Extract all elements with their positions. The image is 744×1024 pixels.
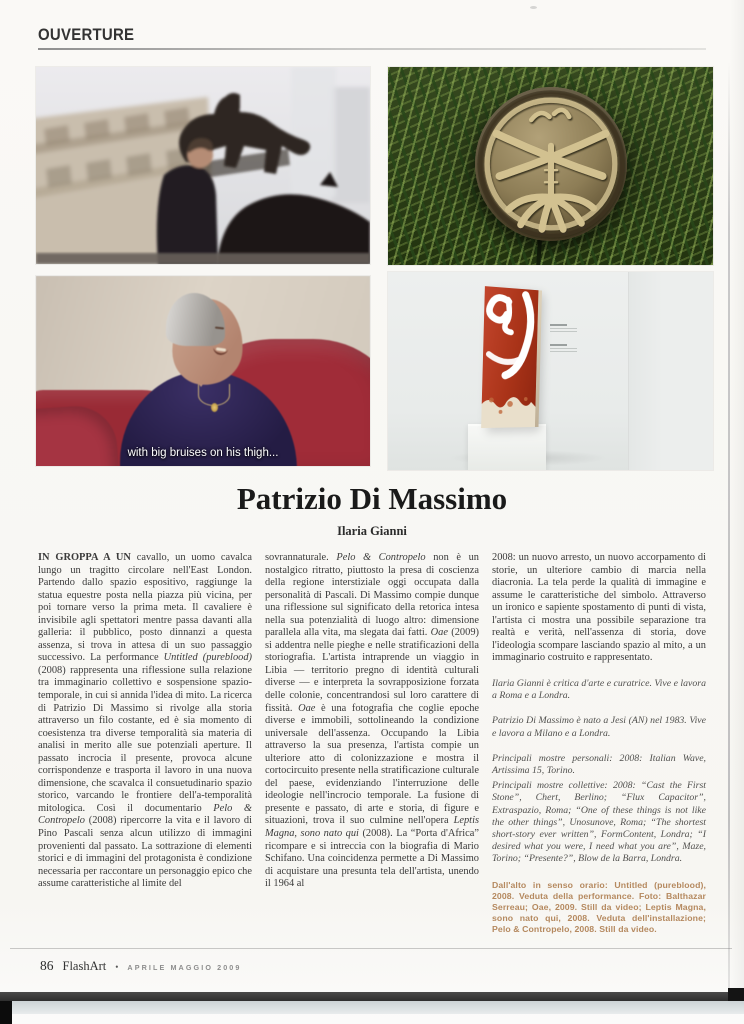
author-bio: Ilaria Gianni è critica d'arte e curatrice. Vive e lavora a Roma e a Londra. — [492, 677, 706, 702]
body-paragraph: 2008: un nuovo arresto, un nuovo accorpamento di storie, un ulteriore cambio di marcia nella diacronia. La tela perde la qualità di immagine e assume le caratteristiche del simbolo. Attraverso un ironico e sapiente spostamento di punti di vista, l'artista ci mostra una possibile separazione tra realtà e verità, nell'assenza di storia, dove l'ideologia scompare lasciando spazio al mito, a un immaginario costruito e rappresentato. — [492, 552, 706, 664]
medallion-relief — [475, 87, 627, 241]
footer — [40, 958, 242, 974]
photo-pelo-contropelo — [36, 276, 370, 466]
wall-label — [550, 344, 577, 354]
group-shows: Principali mostre collettive: 2008: “Cast the First Stone”, Chert, Berlino; “Flux Capacitor”, Extraspazio, Roma; “One of these things is not like the other things”, Unosunove, Roma; “The shortest short-story ever written”, FormContent, Londra; “I desired what you were, I need what you are”, Maze, Torino; “Presente?”, Blow de la Barra, Londra. — [492, 780, 706, 865]
article-title: Patrizio Di Massimo — [236, 481, 508, 516]
body-paragraph: IN GROPPA A UN cavallo, un uomo cavalca lungo un tragitto circolare nell'East London. Partendo dallo spazio espositivo, raggiunge la statua equestre posta nella piazza più vicina, per poi tornare verso la prima meta. Il cavaliere è invisibile agli spettatori mentre passa davanti alla galleria: il pubblico, posto dinnanzi a questa assenza, si trova in attesa di un suo passaggio successivo. La performance Untitled (pureblood) (2008) rappresenta una riflessione sulla relazione tra immaginario collettivo e sospensione spazio-temporale, in cui si annida l'idea di mito. La ricerca di Patrizio Di Massimo si rivolge alla storia attraverso un filo costante, ed è sia momento di coesistenza tra diverse temporalità sia materia di analisi in merito alle sue potenziali aperture. Il passato incrocia il presente, provoca alcune corrispondenze e trasporta il lavoro in una nuova dimensione, che scavalca il consuetudinario spazio storico, varcando le frontiere dell'a-temporalità mitologica. Così il documentario Pelo & Contropelo (2008) ripercorre la vita e il lavoro di Pino Pascali senza alcun utilizzo di immagini provenienti dal passato. La sottrazione di elementi storici e di immagini del protagonista è condizione necessaria per raccontare un personaggio epico che assume caratteristiche al limite del — [38, 552, 252, 890]
wall-label — [550, 324, 577, 334]
gallery-wall-right — [628, 272, 713, 470]
cola-script-fragment — [481, 286, 538, 428]
artist-bio: Patrizio Di Massimo è nato a Jesi (AN) nel 1983. Vive e lavora a Milano e a Londra. — [492, 715, 706, 739]
section-label: OUVERTURE — [38, 25, 135, 44]
red-panel-artwork — [481, 286, 538, 428]
body-paragraph: sovrannaturale. Pelo & Contropelo non è un nostalgico ritratto, piuttosto la presa di coscienza della regione interstiziale oggi occupata dalla personalità di Pascali. Di Massimo compie dunque una riflessione sul significato della retorica intesa nella sua potenzialità di luogo altro: dimensione parallela alla vita, ma slegata dai fatti. Oae (2009) si addentra nelle pieghe e nelle stratificazioni della storiografia. L'artista intraprende un viaggio in Libia — territorio pregno di identità culturali diverse — e interpreta la sovrapposizione forzata delle colonie, concentrandosi sul loro carattere di fissità. Oae è una fotografia che coglie epoche diverse e immobili, sottolineando la condizione universale dell'assenza. Occupando la Libia attraverso la sua presenza, l'artista compie un ulteriore atto di colonizzazione e mostra il cortocircuito presente nella stratificazione culturale del paese, evidenziando l'interruzione delle ideologie nell'incrocio temporale. La fusione di presente e passato, di arte e storia, di figure e situazioni, trova il suo culmine nell'opera Leptis Magna, sono nato qui (2008). La “Porta d'Africa” ricompare e si intreccia con la biografia di Mario Schifano. Una coincidenza permette a Di Massimo di acquistare una presunta tela dell'artista, unendo il 1964 al — [265, 552, 479, 890]
necklace-pendant — [211, 403, 218, 412]
footer-rule — [10, 948, 732, 949]
scan-bottom-bar-right — [728, 988, 744, 1002]
image-caption: Dall'alto in senso orario: Untitled (pureblood), 2008. Veduta della performance. Foto: Balthazar Serreau; Oae, 2009. Still da video; Leptis Magna, sono nato qui, 2008. Veduta dell'installazione; Pelo & Contropelo, 2008. Still da video. — [492, 879, 706, 934]
photo-leptis-magna — [388, 272, 713, 470]
scan-page-edge-shade — [730, 0, 744, 1010]
photo-oae — [388, 67, 713, 265]
pedestal — [468, 424, 546, 470]
text-column-2 — [265, 552, 479, 935]
scan-bottom-bar — [0, 992, 744, 1001]
scan-speck — [530, 6, 537, 9]
solo-shows: Principali mostre personali: 2008: Italian Wave, Artissima 15, Torino. — [492, 752, 706, 776]
article-author: Ilaria Gianni — [337, 524, 407, 538]
footer-separator: • — [115, 962, 119, 972]
article-body — [38, 552, 706, 935]
magazine-name: FlashArt — [62, 959, 107, 973]
text-column-1 — [38, 552, 252, 935]
header-rule — [38, 48, 706, 50]
bronze-medallion — [475, 87, 627, 241]
page-number: 86 — [40, 958, 54, 973]
horse-performance-scene — [36, 67, 370, 264]
text-column-3 — [492, 552, 706, 935]
video-subtitle: with big bruises on his thigh... — [127, 447, 279, 459]
scan-bottom-corner — [0, 1001, 12, 1024]
scan-bottom-light — [0, 1001, 744, 1014]
street-band — [36, 253, 370, 264]
issue-date: APRILE MAGGIO 2009 — [127, 963, 242, 972]
photo-untitled-pureblood — [36, 67, 370, 264]
couch-scene — [36, 276, 370, 466]
